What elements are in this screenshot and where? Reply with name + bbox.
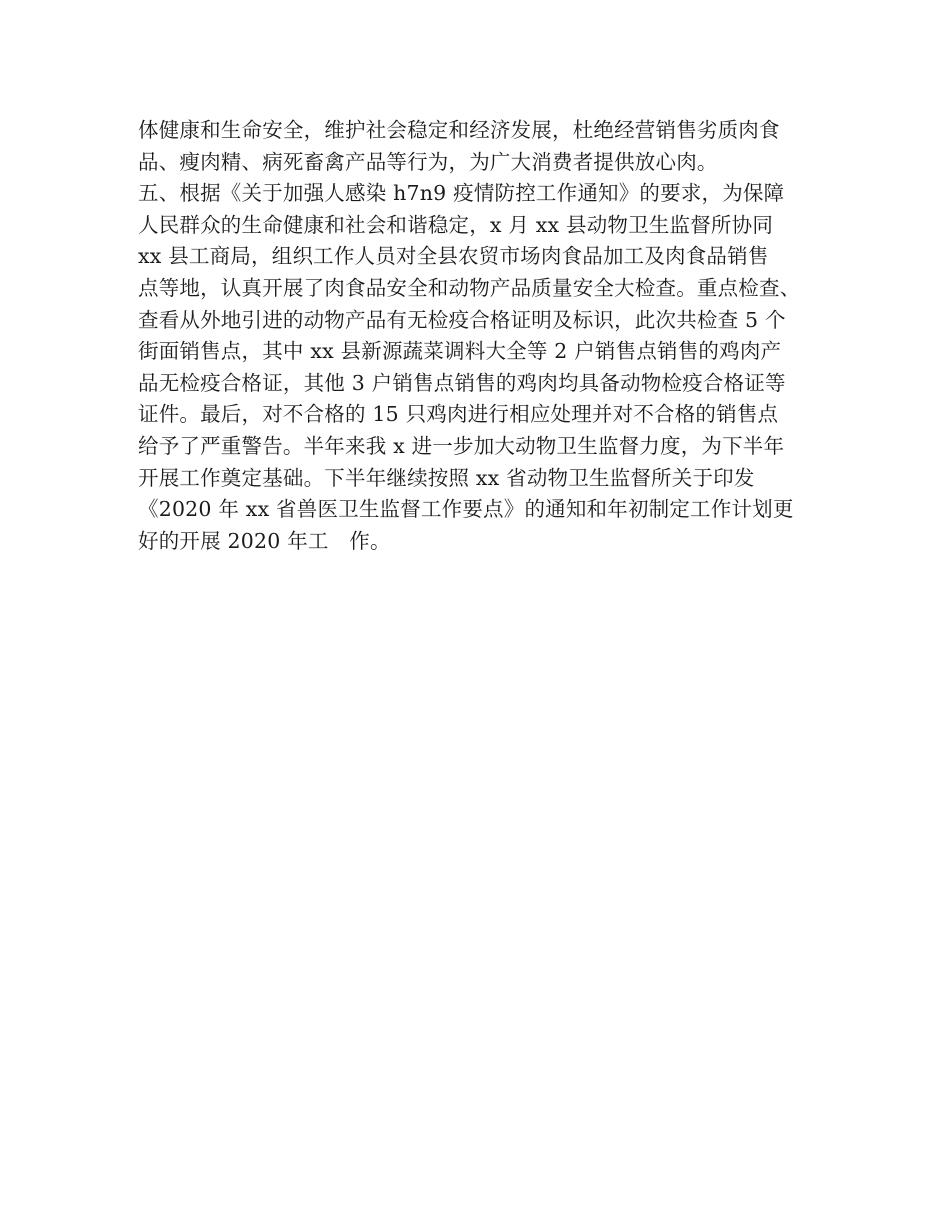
text-line: xx 县工商局，组织工作人员对全县农贸市场肉食品加工及肉食品销售 <box>138 244 769 269</box>
text-line: 体健康和生命安全，维护社会稳定和经济发展，杜绝经营销售劣质肉食 <box>138 118 780 142</box>
text-line: 品无检疫合格证，其他 3 户销售点销售的鸡肉均具备动物检疫合格证等 <box>138 370 786 395</box>
text-line: 五、根据《关于加强人感染 h7n9 疫情防控工作通知》的要求，为保障 <box>138 181 785 206</box>
text-line: 人民群众的生命健康和社会和谐稳定，x 月 xx 县动物卫生监督所协同 <box>138 212 774 237</box>
text-line: 证件。最后，对不合格的 15 只鸡肉进行相应处理并对不合格的销售点 <box>138 402 779 427</box>
text-line: 点等地，认真开展了肉食品安全和动物产品质量安全大检查。重点检查、 <box>138 275 801 300</box>
text-line: 品、瘦肉精、病死畜禽产品等行为，为广大消费者提供放心肉。 <box>138 149 718 174</box>
text-line: 开展工作奠定基础。下半年继续按照 xx 省动物卫生监督所关于印发 <box>138 465 755 490</box>
body-text <box>138 115 838 557</box>
text-line: 给予了严重警告。半年来我 x 进一步加大动物卫生监督力度，为下半年 <box>138 433 785 458</box>
text-line: 查看从外地引进的动物产品有无检疫合格证明及标识，此次共检查 5 个 <box>138 307 786 332</box>
text-line: 《2020 年 xx 省兽医卫生监督工作要点》的通知和年初制定工作计划更 <box>138 497 794 522</box>
text-line: 好的开展 2020 年工 作。 <box>138 528 391 553</box>
text-line: 街面销售点，其中 xx 县新源蔬菜调料大全等 2 户销售点销售的鸡肉产 <box>138 339 782 364</box>
